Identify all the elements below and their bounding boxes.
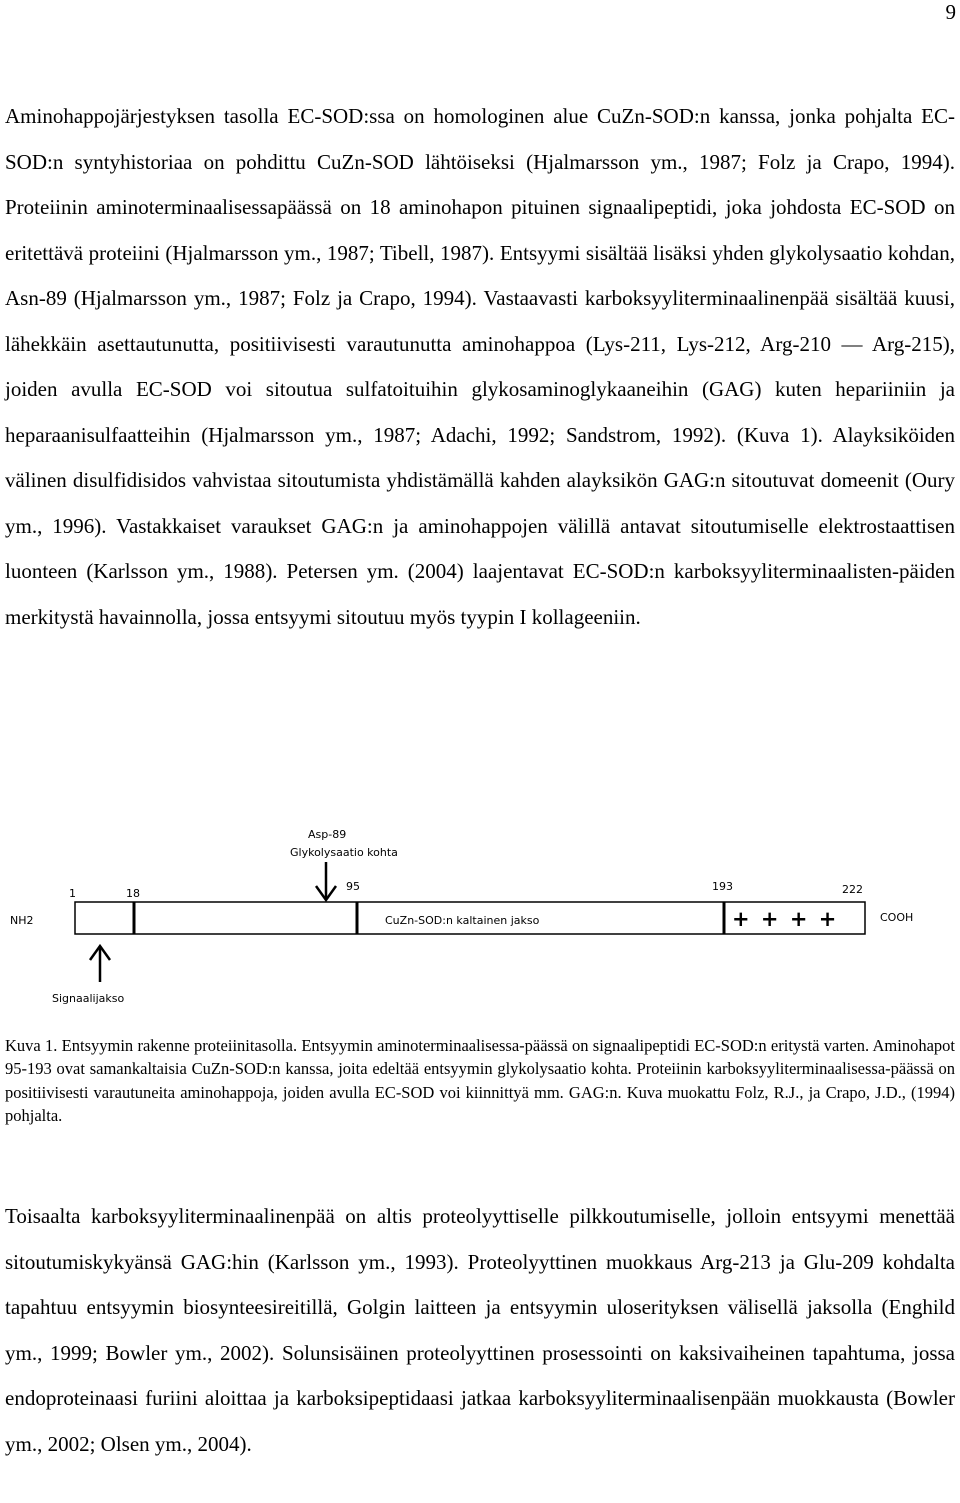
position-1-label: 1 <box>69 887 76 900</box>
position-18-label: 18 <box>126 887 140 900</box>
body-paragraph-1: Aminohappojärjestyksen tasolla EC-SOD:ssa on homologinen alue CuZn-SOD:n kanssa, jonka pohjalta EC-SOD:n syntyhistoriaa on pohdittu CuZn-SOD lähtöiseksi (Hjalmarsson ym., 1987; Folz ja Crapo, 1994). Proteiinin aminoterminaalisessapäässä on 18 aminohapon pituinen signaalipeptidi, joka johdosta EC-SOD on eritettävä proteiini (Hjalmarsson ym., 1987; Tibell, 1987). Entsyymi sisältää lisäksi yhden glykolysaatio kohdan, Asn-89 (Hjalmarsson ym., 1987; Folz ja Crapo, 1994). Vastaavasti karboksyyliterminaalinenpää sisältää kuusi, lähekkäin asettautunutta, positiivisesti varautunutta aminohappoa (Lys-211, Lys-212, Arg-210 — Arg-215), joiden avulla EC-SOD voi sitoutua sulfatoituihin glykosaminoglykaaneihin (GAG) kuten hepariiniin ja heparaanisulfaatteihin (Hjalmarsson ym., 1987; Adachi, 1992; Sandstrom, 1992). (Kuva 1). Alayksiköiden välinen disulfidisidos vahvistaa sitoutumista yhdistämällä kahden alayksikön GAG:n sitoutuvat domeenit (Oury ym., 1996). Vastakkaiset varaukset GAG:n ja aminohappojen välillä antavat sitoutumiselle elektrostaattisen luonteen (Karlsson ym., 1988). Petersen ym. (2004) laajentavat EC-SOD:n karboksyyliterminaalisten-päiden merkitystä havainnolla, jossa entsyymi sitoutuu myös tyypin I kollageeniin. <box>5 104 955 629</box>
glyco-site-label: Asp-89 <box>308 828 347 841</box>
glyco-site-description: Glykolysaatio kohta <box>290 846 398 859</box>
glyco-arrow-down-icon <box>316 862 336 900</box>
c-terminus-label: COOH <box>880 911 914 924</box>
signal-arrow-up-icon <box>90 946 110 982</box>
protein-structure-diagram <box>0 820 960 1030</box>
page-number: 9 <box>945 0 956 24</box>
figure-caption: Kuva 1. Entsyymin rakenne proteiinitasolla. Entsyymin aminoterminaalisessa-päässä on signaalipeptidi EC-SOD:n eritystä varten. Aminohapot 95-193 ovat samankaltaisia CuZn-SOD:n kanssa, joita edeltää entsyymin glykolysaatio kohta. Proteiinin karboksyyliterminaalisessa-päässä on positiivisesti varautuneita aminohappoja, joiden avulla EC-SOD voi kiinnittyä mm. GAG:n. Kuva muokattu Folz, R.J., ja Crapo, J.D., (1994) pohjalta. <box>5 1036 955 1126</box>
position-193-label: 193 <box>712 880 733 893</box>
position-95-label: 95 <box>346 880 360 893</box>
signal-segment-label: Signaalijakso <box>52 992 125 1005</box>
n-terminus-label: NH2 <box>10 914 34 927</box>
position-222-label: 222 <box>842 883 863 896</box>
positive-charges-label: + + + + <box>732 907 837 931</box>
cuzn-domain-label: CuZn-SOD:n kaltainen jakso <box>385 914 540 927</box>
protein-structure-figure <box>0 820 960 1030</box>
body-paragraph-2: Toisaalta karboksyyliterminaalinenpää on altis proteolyyttiselle pilkkoutumiselle, jolloin entsyymi menettää sitoutumiskykyänsä GAG:hin (Karlsson ym., 1993). Proteolyyttinen muokkaus Arg-213 ja Glu-209 kohdalta tapahtuu entsyymin biosynteesireitillä, Golgin laitteen ja entsyymin uloserityksen välisellä jaksolla (Enghild ym., 1999; Bowler ym., 2002). Solunsisäinen proteolyyttinen prosessointi on kaksivaiheinen tapahtuma, jossa endoproteinaasi furiini aloittaa ja karboksipeptidaasi jatkaa karboksyyliterminaalisenpään muokkausta (Bowler ym., 2002; Olsen ym., 2004). <box>5 1204 955 1456</box>
